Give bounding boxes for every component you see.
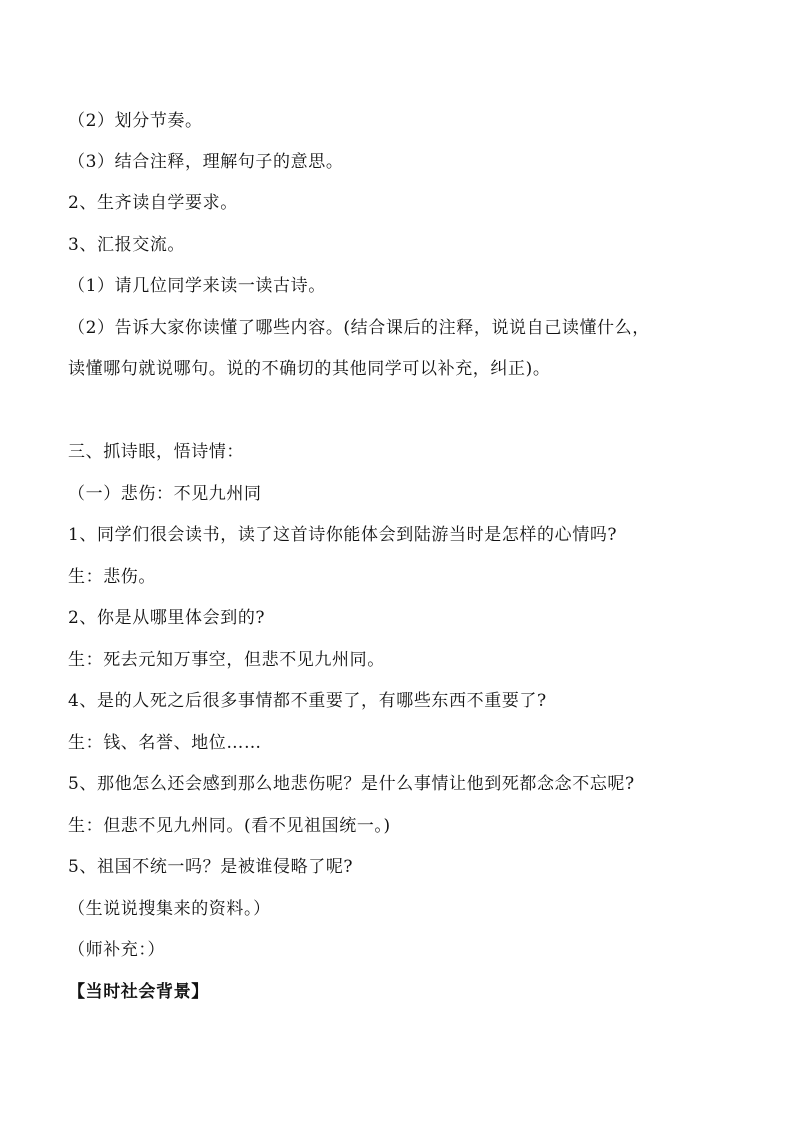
teacher-supplement-note: （师补充：） — [68, 940, 166, 960]
question-5b: 5、祖国不统一吗？是被谁侵略了呢? — [68, 857, 354, 877]
question-4: 4、是的人死之后很多事情都不重要了，有哪些东西不重要了? — [68, 691, 547, 711]
item-3-report: 3、汇报交流。 — [68, 235, 186, 255]
social-background-heading: 【当时社会背景】 — [68, 982, 209, 1002]
answer-5: 生：但悲不见九州同。(看不见祖国统一。) — [68, 816, 391, 836]
report-step-2-continued: 读懂哪句就说哪句。说的不确切的其他同学可以补充，纠正)。 — [68, 359, 551, 379]
report-step-1: （1）请几位同学来读一读古诗。 — [68, 276, 326, 296]
report-step-2: （2）告诉大家你读懂了哪些内容。(结合课后的注释，说说自己读懂什么， — [68, 318, 650, 338]
question-2: 2、你是从哪里体会到的? — [68, 608, 266, 628]
answer-4: 生：钱、名誉、地位…… — [68, 733, 262, 753]
question-1: 1、同学们很会读书，读了这首诗你能体会到陆游当时是怎样的心情吗? — [68, 525, 618, 545]
answer-2: 生：死去元知万事空，但悲不见九州同。 — [68, 650, 385, 670]
question-5: 5、那他怎么还会感到那么地悲伤呢？是什么事情让他到死都念念不忘呢? — [68, 774, 635, 794]
subsection-1-heading: （一）悲伤：不见九州同 — [68, 484, 262, 504]
item-2-read-requirements: 2、生齐读自学要求。 — [68, 193, 238, 213]
student-materials-note: （生说说搜集来的资料。） — [68, 899, 271, 919]
answer-1: 生：悲伤。 — [68, 567, 156, 587]
section-3-heading: 三、抓诗眼，悟诗情： — [68, 442, 244, 462]
step-3-annotation: （3）结合注释，理解句子的意思。 — [68, 152, 344, 172]
step-2-rhythm: （2）划分节奏。 — [68, 111, 203, 131]
